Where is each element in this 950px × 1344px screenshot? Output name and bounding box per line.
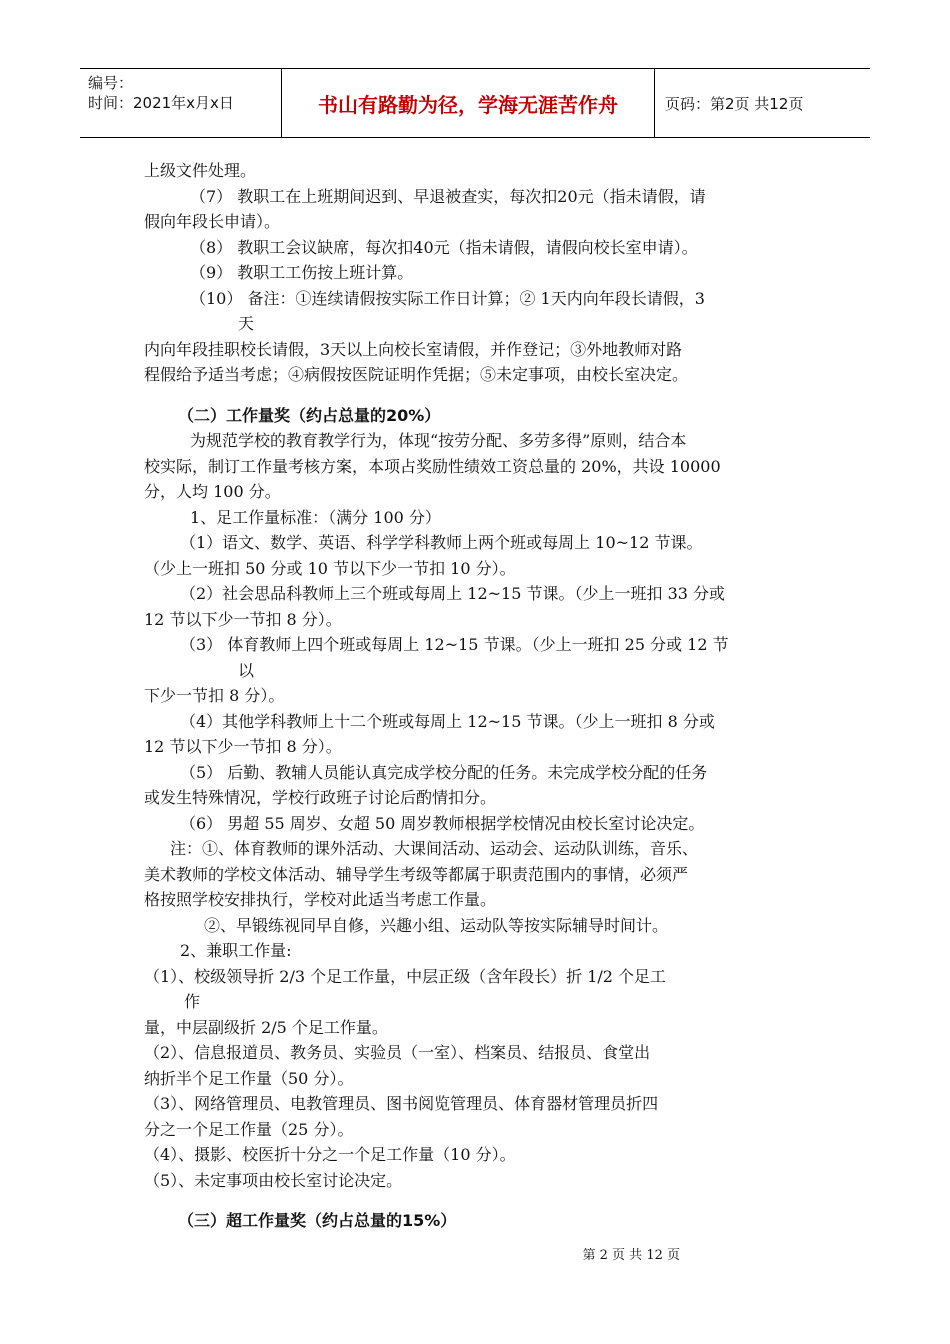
text-line: 纳折半个足工作量（50 分）。	[144, 1068, 354, 1088]
text-line: 以	[238, 660, 255, 680]
text-line: 或发生特殊情况，学校行政班子讨论后酌情扣分。	[144, 788, 497, 807]
text-line: 为规范学校的教育教学行为，体现“按劳分配、多劳多得”原则，结合本	[190, 431, 687, 450]
text-line: 量，中层副级折 2/5 个足工作量。	[144, 1017, 388, 1037]
text-line: （3） 体育教师上四个班或每周上 12~15 节课。（少上一班扣 25 分或 12 节	[180, 635, 729, 654]
text-line: （1）、校级领导折 2/3 个足工作量，中层正级（含年段长）折 1/2 个足工	[144, 966, 667, 986]
text-line: （4）其他学科教师上十二个班或每周上 12~15 节课。（少上一班扣 8 分或	[180, 711, 715, 731]
text-line: 内向年段挂职校长请假，3天以上向校长室请假，并作登记；③外地教师对路	[144, 339, 683, 359]
page-header	[80, 68, 870, 138]
section-heading: （二）工作量奖（约占总量的20%）	[178, 405, 441, 425]
text-line: 作	[184, 992, 201, 1011]
text-line: 分之一个足工作量（25 分）。	[144, 1119, 354, 1139]
text-line: 1、足工作量标准：（满分 100 分）	[190, 507, 441, 527]
text-line: （3）、网络管理员、电教管理员、图书阅览管理员、体育器材管理员折四	[144, 1094, 659, 1113]
text-line: 假向年段长申请）。	[144, 212, 281, 231]
text-line: （9） 教职工工伤按上班计算。	[190, 263, 414, 282]
header-date: 时间：2021年x月x日	[88, 94, 234, 112]
text-line: 格按照学校安排执行，学校对此适当考虑工作量。	[144, 890, 497, 909]
text-line: 校实际，制订工作量考核方案，本项占奖励性绩效工资总量的 20%，共设 10000	[144, 456, 721, 476]
header-page-number: 页码：第2页 共12页	[665, 94, 804, 113]
text-line: （2）社会思品科教师上三个班或每周上 12~15 节课。（少上一班扣 33 分或	[180, 584, 726, 603]
body-text	[144, 158, 808, 1234]
text-line: （1）语文、数学、英语、科学学科教师上两个班或每周上 10~12 节课。	[180, 533, 703, 552]
text-line: （10） 备注：①连续请假按实际工作日计算；② 1天内向年段长请假，3	[190, 288, 705, 308]
text-line: ②、早锻练视同早自修，兴趣小组、运动队等按实际辅导时间计。	[204, 915, 669, 935]
text-line: 程假给予适当考虑；④病假按医院证明作凭据；⑤未定事项，由校长室决定。	[144, 365, 689, 384]
text-line: （7） 教职工在上班期间迟到、早退被查实，每次扣20元（指未请假，请	[190, 186, 706, 206]
text-line: 美术教师的学校文体活动、辅导学生考级等都属于职责范围内的事情，必须严	[144, 864, 689, 884]
text-line: 下少一节扣 8 分）。	[144, 686, 285, 705]
header-motto: 书山有路勤为径，学海无涯苦作舟	[282, 69, 655, 137]
text-line: （4）、摄影、校医折十分之一个足工作量（10 分）。	[144, 1145, 516, 1164]
text-line: （少上一班扣 50 分或 10 节以下少一节扣 10 分）。	[144, 558, 516, 578]
text-line: （6） 男超 55 周岁、女超 50 周岁教师根据学校情况由校长室讨论决定。	[180, 813, 705, 833]
text-line: 天	[238, 314, 255, 333]
text-line: （2）、信息报道员、教务员、实验员（一室）、档案员、结报员、食堂出	[144, 1043, 651, 1062]
text-line: 上级文件处理。	[144, 161, 257, 180]
text-line: 12 节以下少一节扣 8 分）。	[144, 609, 342, 629]
text-line: （5） 后勤、教辅人员能认真完成学校分配的任务。未完成学校分配的任务	[180, 762, 708, 782]
section-heading: （三）超工作量奖（约占总量的15%）	[178, 1211, 457, 1230]
text-line: （8） 教职工会议缺席，每次扣40元（指未请假，请假向校长室申请）。	[190, 237, 698, 257]
text-line: （5）、未定事项由校长室讨论决定。	[144, 1170, 403, 1190]
text-line: 2、兼职工作量:	[180, 941, 292, 960]
header-meta	[80, 69, 282, 137]
text-line: 分，人均 100 分。	[144, 482, 281, 501]
header-number: 编号：	[88, 74, 134, 92]
page-footer: 第 2 页 共 12 页	[582, 1248, 680, 1263]
text-line: 注：①、体育教师的课外活动、大课间活动、运动会、运动队训练，音乐、	[170, 839, 699, 858]
text-line: 12 节以下少一节扣 8 分）。	[144, 737, 342, 756]
